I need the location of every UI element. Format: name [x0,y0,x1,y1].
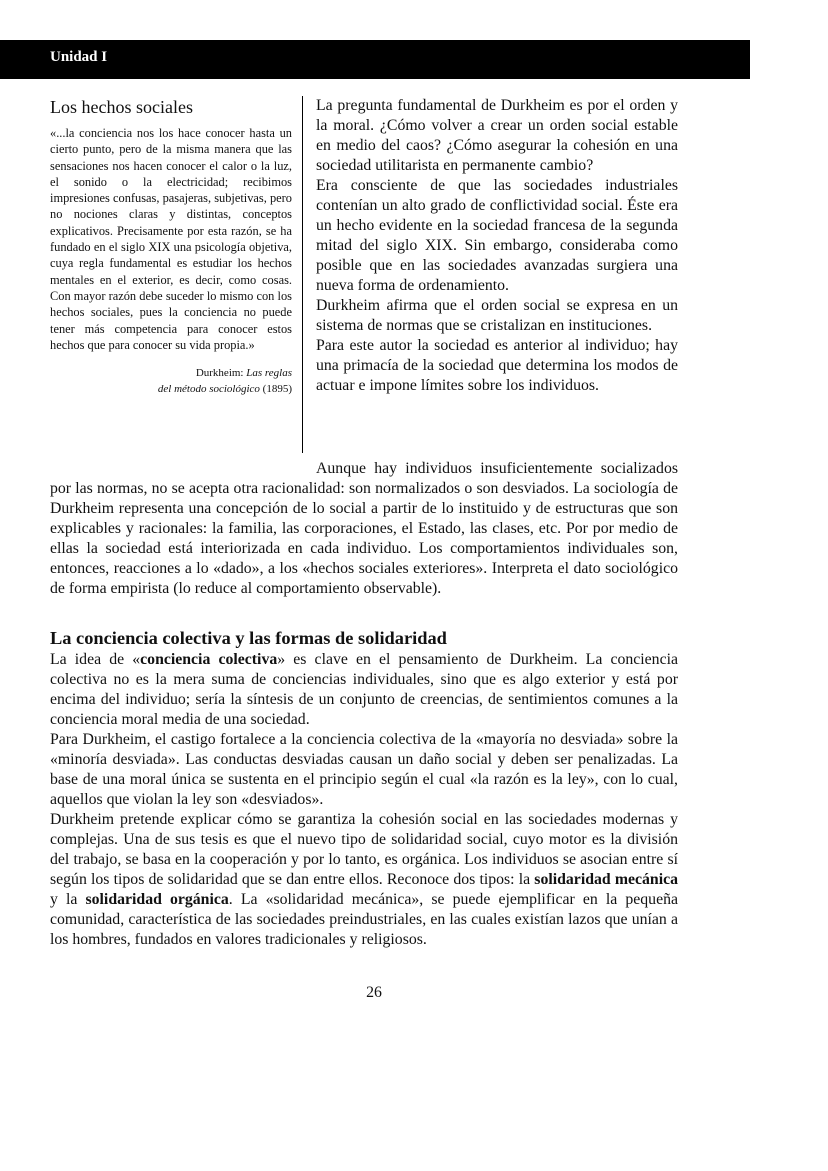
bold-term: solidaridad mecánica [534,871,679,888]
section-heading: La conciencia colectiva y las formas de solidaridad [50,628,447,648]
sidebar-title: Los hechos sociales [50,97,193,117]
right-column [316,96,678,396]
page-number: 26 [366,984,382,1001]
bold-term: conciencia colectiva [140,651,278,668]
paragraph [50,650,678,730]
section-body [50,650,678,950]
paragraph: Aunque hay individuos insuficientemente socializados por las normas, no se acepta otra racionalidad: son normalizados o son desviados. La sociología de Durkheim representa una concepción de lo social a partir de lo instituido y de estructuras que son explicables y racionales: la familia, las corporaciones, el Estado, las clases, etc. Por por medio de ellas la sociedad está interiorizada en cada individuo. Los comportamientos individuales son, entonces, reacciones a lo «dado», a los «hechos sociales exteriores». Interpreta el dato sociológico de forma empirista (lo reduce al comportamiento observable). [50,460,678,597]
sidebar-quote: «...la conciencia nos los hace conocer hasta un cierto punto, pero de la misma manera que las sensaciones nos hacen conocer el calor o la luz, el sonido o la electricidad; recibimos impresiones confusas, pasajeras, subjetivas, pero no nociones claras y distintas, conceptos explicativos. Precisamente por esta razón, se ha fundado en el siglo XIX una psicología objetiva, cuya regla fundamental es estudiar los hechos mentales en el exterior, es decir, como cosas. Con mayor razón debe suceder lo mismo con los hechos sociales, pues la conciencia no puede tener más competencia para conocer estos hechos que para conocer su vida propia.» [50,126,292,352]
text-run: » es clave en el pensamiento de Durkheim. La conciencia colectiva no es la mera suma de conciencias individuales, sino que es algo exterior y está por encima del individuo; sería la síntesis de un conjunto de creencias, de sentimientos comunes a la conciencia moral media de una sociedad. [50,651,678,728]
paragraph [50,810,678,950]
column-divider [302,96,303,453]
citation-work-line-1: Las reglas [246,367,292,380]
unit-header-bar [0,40,750,79]
paragraph: La pregunta fundamental de Durkheim es por el orden y la moral. ¿Cómo volver a crear un orden social estable en medio del caos? ¿Cómo asegurar la cohesión en una sociedad utilitarista en permanente cambio? [316,97,678,174]
full-width-text [50,459,678,599]
citation-author: Durkheim: [195,367,247,380]
paragraph: Durkheim afirma que el orden social se expresa en un sistema de normas que se cristalizan en instituciones. [316,297,678,334]
citation-work-line-2: del método sociológico [157,383,260,396]
paragraph: Para este autor la sociedad es anterior al individuo; hay una primacía de la sociedad que determina los modos de actuar e impone límites sobre los individuos. [316,337,678,394]
text-run: . La «solidaridad mecánica», se puede ejemplificar en la pequeña comunidad, característica de las sociedades preindustriales, en las cuales existían lazos que unían a los hombres, fundados en valores tradicionales y religiosos. [50,891,678,948]
bold-term: solidaridad orgánica [85,891,229,908]
sidebar-box [50,96,292,397]
paragraph: Para Durkheim, el castigo fortalece a la conciencia colectiva de la «mayoría no desviada» sobre la «minoría desviada». Las conductas desviadas causan un daño social y deben ser penalizadas. La base de una moral única se sustenta en el principio según el cual «la razón es la ley», con lo cual, aquellos que violan la ley son «desviados». [50,731,678,808]
text-run: y la [50,891,86,908]
paragraph: Era consciente de que las sociedades industriales contenían un alto grado de conflictividad social. Éste era un hecho evidente en la sociedad francesa de la segunda mitad del siglo XIX. Sin embargo, consideraba como posible que en las sociedades avanzadas surgiera una nueva forma de ordenamiento. [316,177,678,294]
citation-year: (1895) [259,383,292,396]
sidebar-citation [50,365,292,397]
text-run: La idea de « [50,651,141,668]
unit-title: Unidad I [50,49,108,65]
text-run: Durkheim pretende explicar cómo se garantiza la cohesión social en las sociedades modernas y complejas. Una de sus tesis es que el nuevo tipo de solidaridad social, cuyo motor es la división del trabajo, se basa en la cooperación y por lo tanto, es orgánica. Los individuos se asocian entre sí según los tipos de solidaridad que se dan entre ellos. Reconoce dos tipos: la [50,811,678,888]
